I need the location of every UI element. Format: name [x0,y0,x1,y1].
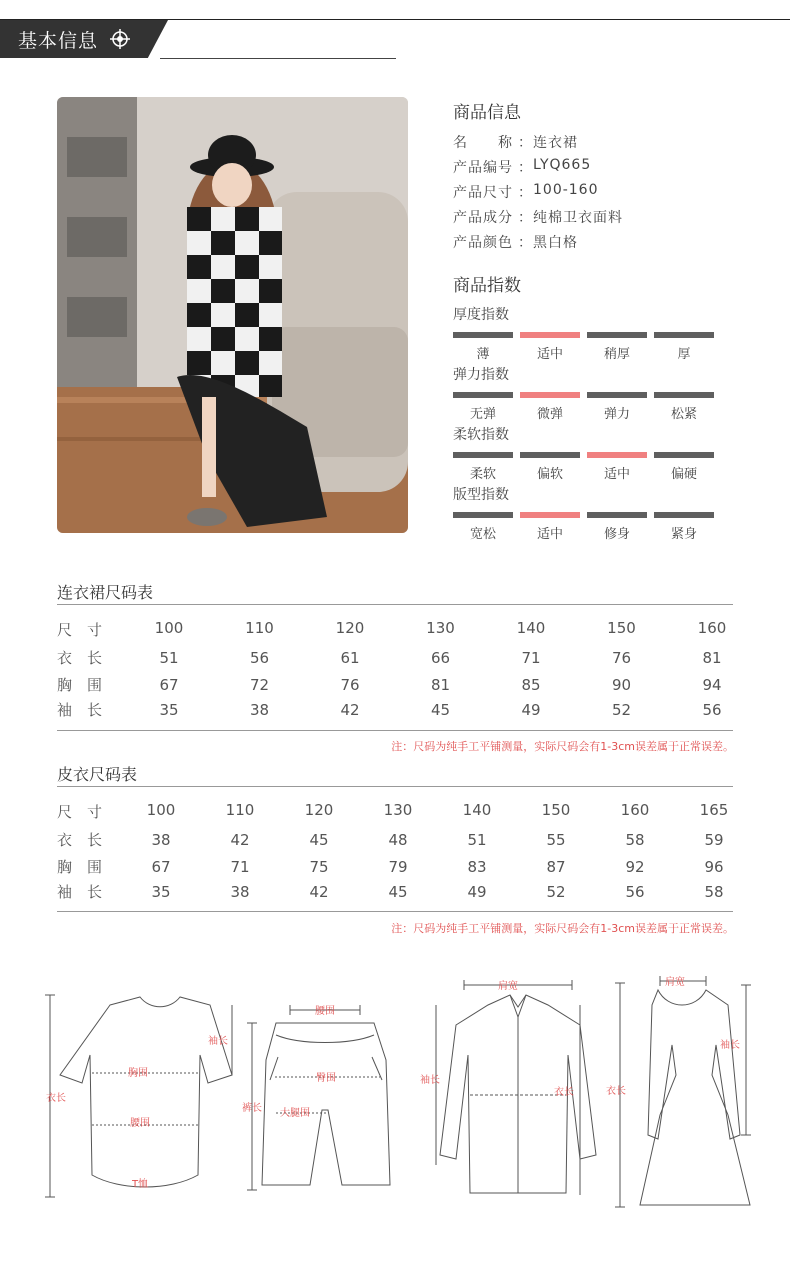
info-row-value: 100-160 [533,182,599,198]
index-bar [520,332,580,338]
index-bar [654,332,714,338]
table-cell: 150 [607,619,636,637]
table-cell: 83 [467,858,487,876]
index-bar [520,452,580,458]
dress-table-bottom-rule [57,730,733,731]
info-row-colon: ： [518,210,533,226]
table-cell: 56 [702,701,722,719]
index-bar [453,512,513,518]
table-cell: 45 [388,883,408,901]
shirt-sleeve-label: 袖长 [420,1075,440,1086]
index-option-label: 松紧 [670,407,697,422]
table-cell: 51 [159,649,179,667]
index-option-label: 微弹 [536,407,563,422]
table-row-label: 胸 围 [57,676,103,694]
shirt-length-label: 衣长 [554,1087,574,1098]
dress-length-label: 衣长 [606,1086,626,1097]
table-cell: 160 [620,801,650,819]
table-cell: 58 [704,883,724,901]
index-option-label: 紧身 [670,527,697,542]
index-bar [453,332,513,338]
table-cell: 42 [309,883,329,901]
table-cell: 85 [521,676,541,694]
index-group-label: 弹力指数 [453,367,509,383]
info-row-label: 产品成分 [453,210,513,226]
info-row-label: 名 称 [453,135,513,151]
table-cell: 76 [340,676,360,694]
table-cell: 45 [430,701,451,719]
table-cell: 150 [541,801,571,819]
dress-table-top-rule [57,604,733,605]
table-cell: 55 [546,831,566,849]
table-cell: 110 [245,619,274,637]
measurement-diagrams [40,965,760,1225]
table-cell: 56 [249,649,270,667]
table-cell: 67 [159,676,179,694]
index-option-label: 稍厚 [603,347,630,362]
index-group-label: 柔软指数 [453,427,509,443]
index-option-label: 薄 [476,347,490,362]
table-cell: 79 [388,858,408,876]
product-photo [57,97,408,533]
index-option-label: 偏硬 [670,467,697,482]
dress-table-title: 连衣裙尺码表 [57,583,154,602]
info-row-value: 纯棉卫衣面料 [533,210,623,226]
table-row-label: 衣 长 [57,831,103,849]
table-row-label: 袖 长 [57,701,103,719]
tshirt-sleeve-label: 袖长 [208,1036,228,1047]
table-cell: 87 [546,858,566,876]
index-bar [587,512,647,518]
index-option-label: 适中 [603,467,630,482]
info-row-value: 连衣裙 [533,135,578,151]
tshirt-length-label: 衣长 [46,1093,66,1104]
pants-thigh-label: 大腿围 [280,1108,310,1119]
info-row-colon: ： [518,235,533,251]
table-cell: 61 [340,649,360,667]
table-cell: 120 [335,619,365,637]
header-title: 基本信息 [18,30,99,52]
table-cell: 140 [462,801,492,819]
table-cell: 42 [340,701,360,719]
index-bar [654,452,714,458]
index-bar [587,392,647,398]
table-cell: 100 [146,801,176,819]
info-row-label: 产品尺寸 [453,185,513,201]
table-cell: 52 [546,883,566,901]
index-option-label: 厚 [677,347,691,362]
table-cell: 67 [151,858,171,876]
crosshair-icon [110,29,130,49]
table-cell: 92 [625,858,645,876]
table-cell: 51 [467,831,487,849]
table-cell: 35 [151,883,171,901]
index-bar [654,392,714,398]
table-cell: 38 [151,831,171,849]
info-row-label: 产品编号 [453,160,513,176]
index-option-label: 修身 [603,527,630,542]
index-option-label: 无弹 [469,407,496,422]
index-option-label: 弹力 [603,407,630,422]
table-row-label: 衣 长 [57,649,103,667]
table-cell: 165 [699,801,729,819]
header-top-rule [0,19,790,20]
tshirt-name-label: T恤 [132,1179,149,1190]
table-cell: 48 [388,831,408,849]
table-cell: 42 [230,831,250,849]
table-cell: 72 [249,676,270,694]
index-bar [654,512,714,518]
leather-table-bottom-rule [57,911,733,912]
table-cell: 130 [383,801,413,819]
leather-table-top-rule [57,786,733,787]
table-cell: 58 [625,831,645,849]
table-cell: 120 [304,801,334,819]
info-row-value: LYQ665 [533,157,592,173]
table-cell: 49 [521,701,541,719]
table-row-label: 胸 围 [57,858,103,876]
table-cell: 38 [230,883,250,901]
index-option-label: 偏软 [536,467,563,482]
table-cell: 52 [611,701,632,719]
header-underline [160,58,396,59]
leather-table-title: 皮衣尺码表 [57,765,138,784]
table-cell: 100 [154,619,184,637]
table-cell: 76 [611,649,632,667]
index-bar [587,332,647,338]
tshirt-chest-label: 胸围 [128,1068,148,1079]
info-row-label: 产品颜色 [453,235,513,251]
table-cell: 110 [225,801,255,819]
info-row-colon: ： [518,135,533,151]
table-cell: 49 [467,883,487,901]
table-cell: 66 [430,649,451,667]
index-option-label: 柔软 [469,467,496,482]
table-cell: 130 [426,619,455,637]
pants-waist-label: 腰围 [315,1006,335,1017]
info-row-colon: ： [518,160,533,176]
dress-shoulder-label: 肩宽 [665,977,685,988]
shirt-shoulder-label: 肩宽 [498,981,518,992]
dress-outline [640,990,750,1205]
leather-table-note: 注：尺码为纯手工平铺测量，实际尺码会有1-3cm误差属于正常误差。 [391,922,734,935]
index-bar [453,392,513,398]
pants-outline [262,1023,390,1185]
index-bar [453,452,513,458]
table-row-label: 尺 寸 [57,621,103,639]
table-cell: 45 [309,831,329,849]
table-row-label: 尺 寸 [57,803,103,821]
pants-length-label: 裤长 [242,1103,262,1114]
info-row-value: 黑白格 [533,235,578,251]
table-cell: 59 [704,831,724,849]
pants-hip-label: 臀围 [316,1073,336,1084]
index-group-label: 厚度指数 [453,307,509,323]
table-cell: 90 [611,676,632,694]
index-bar [520,512,580,518]
table-cell: 140 [516,619,546,637]
index-bar [587,452,647,458]
table-row-label: 袖 长 [57,883,103,901]
index-bar [520,392,580,398]
product-index-title: 商品指数 [453,276,521,296]
table-cell: 81 [430,676,451,694]
dress-sleeve-label: 袖长 [720,1040,740,1051]
index-option-label: 适中 [536,347,563,362]
table-cell: 71 [521,649,541,667]
table-cell: 160 [697,619,727,637]
table-cell: 56 [625,883,645,901]
table-cell: 96 [704,858,724,876]
table-cell: 75 [309,858,329,876]
table-cell: 71 [230,858,250,876]
index-option-label: 适中 [536,527,563,542]
table-cell: 81 [702,649,722,667]
tshirt-waist-label: 腰围 [130,1118,150,1129]
dress-table-note: 注：尺码为纯手工平铺测量，实际尺码会有1-3cm误差属于正常误差。 [391,740,734,753]
table-cell: 94 [702,676,722,694]
product-info-title: 商品信息 [453,103,521,123]
table-cell: 38 [249,701,270,719]
index-option-label: 宽松 [469,527,496,542]
info-row-colon: ： [518,185,533,201]
index-group-label: 版型指数 [453,487,509,503]
table-cell: 35 [159,701,179,719]
tshirt-outline [60,997,232,1187]
